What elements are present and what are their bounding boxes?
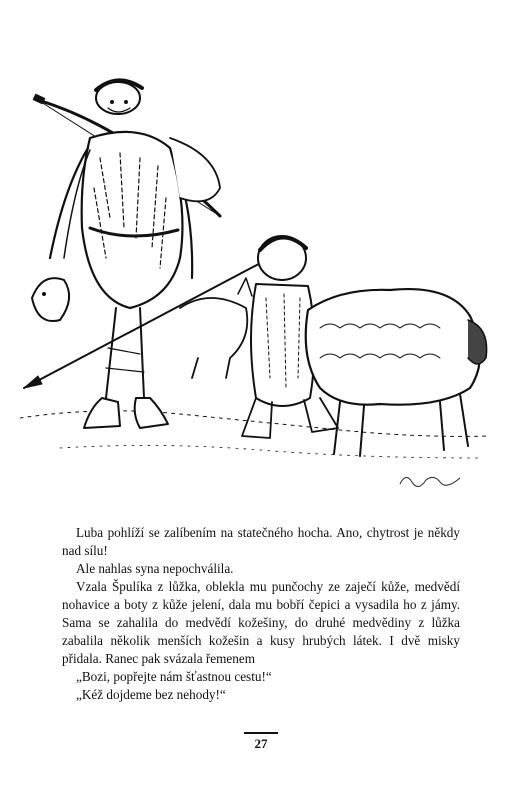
paragraph: „Kéž dojdeme bez nehody!“ <box>76 687 226 702</box>
paragraph: „Bozi, popřejte nám šťastnou cestu!“ <box>76 669 272 684</box>
signature-mark-icon <box>398 470 462 490</box>
page-number-rule <box>244 732 278 734</box>
page-number: 27 <box>254 736 268 751</box>
paragraph: Ale nahlas syna nepochválila. <box>76 561 234 576</box>
body-text <box>62 524 460 704</box>
paragraph: Vzala Špulíka z lůžka, oblekla mu punčochy ze zaječí kůže, medvědí nohavice a boty z kůže jelení, dala mu bobří čepici a vysadila ho z jámy. Sama se zahalila do medvědí kožešiny, do druhé medvědiny z lůžka zabalila několik menších kožešin a kusy hrubých látek. I dvě misky přidala. Ranec pak svázala řemenem <box>62 579 460 666</box>
artist-signature <box>398 470 462 493</box>
paragraph: Luba pohlíží se zalíbením na statečného hocha. Ano, chytrost je někdy nad sílu! <box>62 525 460 558</box>
book-illustration <box>20 58 500 498</box>
